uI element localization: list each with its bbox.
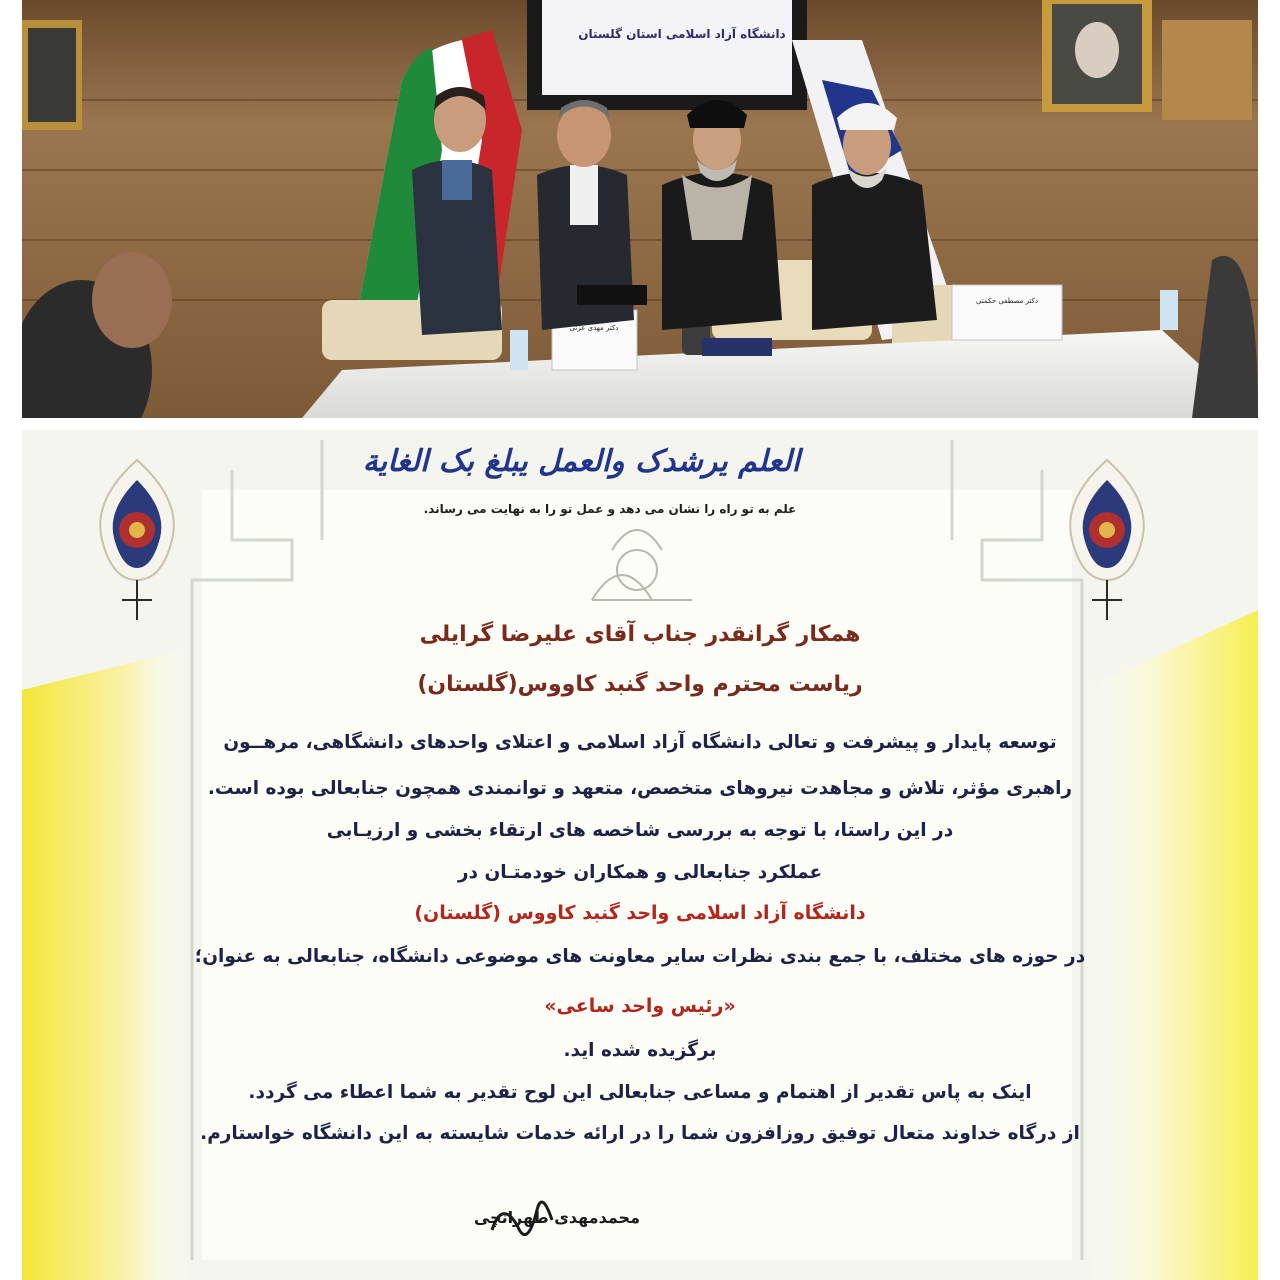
name-plate-2 [952, 285, 1062, 340]
closing-line-2: از درگاه خداوند متعال توفیق روزافزون شما را در ارائه خدمات شایسته به این دانشگاه خواستارم. [200, 1123, 1080, 1144]
motto-calligraphy: العلم یرشدک والعمل یبلغ بک الغایة [362, 444, 800, 479]
motto-translation: علم به تو راه را نشان می دهد و عمل تو را به نهایت می رساند. [423, 502, 797, 516]
plaque-held [577, 285, 647, 305]
body-line-2: راهبری مؤثر، تلاش و مجاهدت نیروهای متخصص، متعهد و توانمندی همچون جنابعالی بوده است. [207, 778, 1073, 799]
book [702, 338, 772, 356]
closing-line-1: اینک به پاس تقدیر از اهتمام و مساعی جنابعالی این لوح تقدیر به شما اعطاء می گردد. [248, 1082, 1032, 1103]
screen-title: دانشگاه آزاد اسلامی استان گلستان [578, 27, 786, 41]
yellow-border-right [1082, 610, 1258, 1280]
award-title: «رئیس واحد ساعی» [544, 995, 736, 1017]
signature-name: محمدمهدی طهرانچی [473, 1208, 640, 1227]
unit-name: دانشگاه آزاد اسلامی واحد گنبد کاووس (گلستان) [414, 902, 866, 924]
name-plate-2-text: دکتر مصطفی حکمتی [976, 297, 1038, 305]
selected-text: برگزیده شده اید. [563, 1040, 717, 1061]
body-line-4: عملکرد جنابعالی و همکاران خودمتـان در [457, 862, 823, 883]
portrait-frame-far-right [1162, 20, 1252, 120]
ceremony-scene [22, 0, 1258, 418]
ceremony-photo [22, 0, 1258, 418]
certificate [22, 430, 1258, 1280]
certificate-frame [22, 430, 1258, 1280]
water-bottle [1160, 290, 1178, 330]
body-line-3: در این راستا، با توجه به بررسی شاخصه های ارتقاء بخشی و ارزیـابی [326, 820, 954, 841]
yellow-border-left [22, 650, 192, 1280]
body-line-5: در حوزه های مختلف، با جمع بندی نظرات سایر معاونت های موضوعی دانشگاه، جنابعالی به عنوان؛ [194, 946, 1086, 967]
position-title: ریاست محترم واحد گنبد کاووس(گلستان) [417, 672, 863, 697]
name-plate-1-text: دکتر مهدی عزتی [569, 324, 619, 332]
water-bottle [510, 330, 528, 370]
body-line-1: توسعه پایدار و پیشرفت و تعالی دانشگاه آزاد اسلامی و اعتلای واحدهای دانشگاهی، مرهــون [223, 732, 1057, 753]
salutation: همکار گرانقدر جناب آقای علیرضا گرایلی [419, 622, 861, 647]
